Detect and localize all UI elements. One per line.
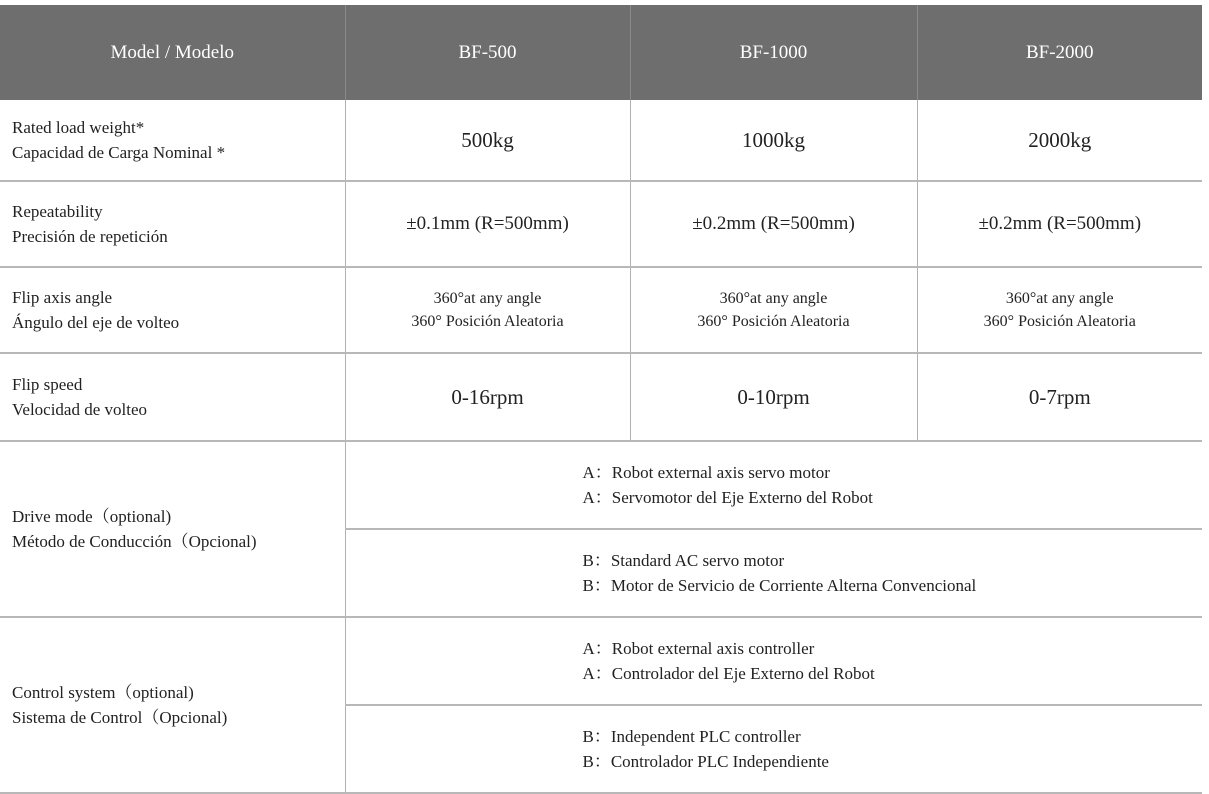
header-row (0, 5, 1202, 100)
drive-option-b (345, 529, 1202, 617)
value-es: 360° Posición Aleatoria (411, 313, 564, 330)
label-en: Rated load weight* (12, 118, 145, 137)
cell: ±0.2mm (R=500mm) (630, 181, 917, 267)
control-label (0, 617, 345, 793)
row-label (0, 353, 345, 441)
option-es: A：Servomotor del Eje Externo del Robot (582, 488, 873, 507)
cell: 2000kg (917, 100, 1202, 181)
table-row (0, 100, 1202, 181)
cell (630, 267, 917, 353)
label-es: Capacidad de Carga Nominal * (12, 143, 226, 162)
cell: ±0.1mm (R=500mm) (345, 181, 630, 267)
header-bf500: BF-500 (345, 5, 630, 100)
drive-label (0, 441, 345, 617)
label-en: Flip speed (12, 375, 83, 394)
option-es: A：Controlador del Eje Externo del Robot (582, 664, 875, 683)
control-option-a (345, 617, 1202, 705)
header-model: Model / Modelo (0, 5, 345, 100)
label-en: Repeatability (12, 202, 103, 221)
option-en: B：Independent PLC controller (582, 727, 801, 746)
value-en: 360°at any angle (719, 290, 828, 307)
option-es: B：Controlador PLC Independiente (582, 752, 829, 771)
header-bf1000: BF-1000 (630, 5, 917, 100)
spec-table (0, 5, 1202, 794)
value-en: 360°at any angle (1005, 290, 1114, 307)
option-en: A：Robot external axis controller (582, 639, 815, 658)
value-es: 360° Posición Aleatoria (697, 313, 850, 330)
row-label (0, 181, 345, 267)
cell: 1000kg (630, 100, 917, 181)
cell (917, 267, 1202, 353)
label-en: Drive mode（optional) (12, 507, 172, 526)
row-label (0, 100, 345, 181)
label-es: Ángulo del eje de volteo (12, 313, 180, 332)
control-option-b (345, 705, 1202, 793)
table-row (0, 181, 1202, 267)
label-es: Velocidad de volteo (12, 400, 148, 419)
cell (345, 267, 630, 353)
header-bf2000: BF-2000 (917, 5, 1202, 100)
drive-row-a (0, 441, 1202, 529)
table-row (0, 353, 1202, 441)
cell: 0-16rpm (345, 353, 630, 441)
option-es: B：Motor de Servicio de Corriente Alterna Convencional (582, 576, 977, 595)
option-en: B：Standard AC servo motor (582, 551, 785, 570)
label-en: Control system（optional) (12, 683, 194, 702)
cell: ±0.2mm (R=500mm) (917, 181, 1202, 267)
drive-option-a (345, 441, 1202, 529)
label-es: Sistema de Control（Opcional) (12, 708, 228, 727)
option-en: A：Robot external axis servo motor (582, 463, 830, 482)
table-row (0, 267, 1202, 353)
label-es: Método de Conducción（Opcional) (12, 532, 257, 551)
control-row-a (0, 617, 1202, 705)
value-es: 360° Posición Aleatoria (983, 313, 1136, 330)
label-es: Precisión de repetición (12, 227, 168, 246)
cell: 0-7rpm (917, 353, 1202, 441)
value-en: 360°at any angle (433, 290, 542, 307)
row-label (0, 267, 345, 353)
cell: 0-10rpm (630, 353, 917, 441)
label-en: Flip axis angle (12, 288, 113, 307)
cell: 500kg (345, 100, 630, 181)
